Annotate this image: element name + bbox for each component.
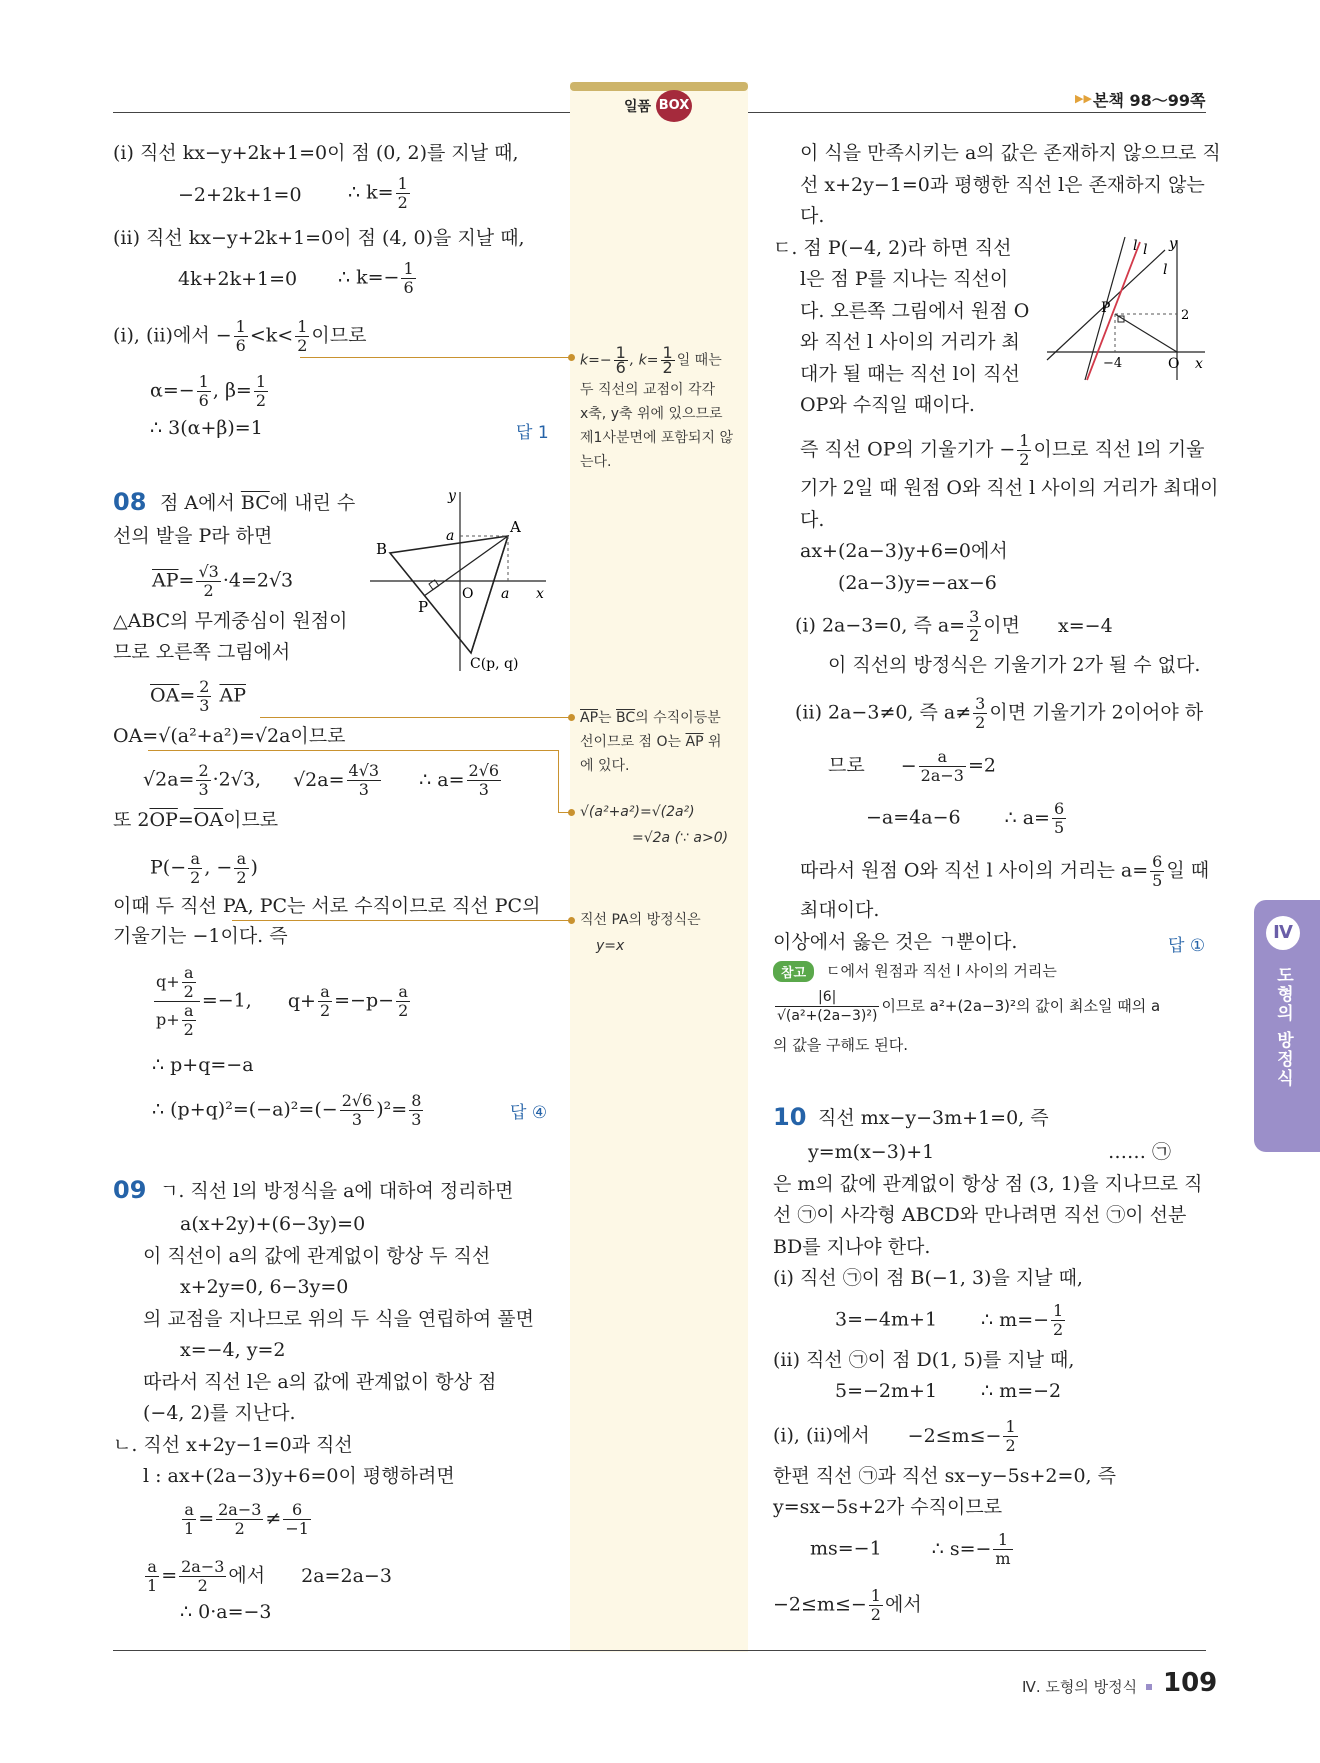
p08-13c: =−p− [334,989,395,1012]
r6: 다. 오른쪽 그림에서 원점 O [800,300,1030,322]
frac-num: 1 [1019,431,1030,450]
p08-9: 또 $2\overline{OP}=\overline{OA}$이므로 [113,809,279,831]
fig-label-l2: l [1143,242,1148,258]
p08-8e: ∴ a= [419,768,465,791]
frac-den: 3 [199,696,210,715]
p09-12b: 에서 [228,1564,266,1587]
frac-den: 2 [975,713,986,732]
p08-13-den: p+ $\frac{a}{2}$ [156,1001,194,1039]
frac-num: 8 [411,1091,422,1110]
r22: 이상에서 옳은 것은 ㄱ뿐이다. [773,931,1018,953]
r19b: ∴ a= [1004,806,1050,829]
frac-num: a [188,850,202,869]
r10b: 이므로 직선 l의 기울 [1033,438,1205,461]
p09-5: 의 교점을 지나므로 위의 두 식을 연립하여 풀면 [143,1308,535,1330]
p08-13b: q+ [287,989,316,1012]
p10-7a: 3=−4m+1 [835,1308,938,1331]
fig-label-a-right: a [501,586,510,602]
fig-label-B: B [376,540,388,558]
frac-den: 2 [662,358,673,377]
p09-11 [180,1501,313,1538]
frac-num: 3 [969,607,980,626]
ref-arrow-icon: ▶▶ [1075,92,1092,105]
r17b: 이면 기울기가 2이어야 하 [989,701,1204,724]
p10-7 [835,1302,1067,1339]
p10-3: 은 m의 값에 관계없이 항상 점 (3, 1)을 지나므로 직 [773,1173,1203,1195]
frac-den: 2 [398,1001,409,1020]
sidebar-note-6: $\overline{AP}$는 $\overline{BC}$의 수직이등분 [580,710,721,726]
frac-den: m [995,1549,1011,1568]
p08-13-num: q+ $\frac{a}{2}$ [154,964,200,1002]
frac-num: a [234,850,248,869]
r7: 와 직선 l 사이의 거리가 최 [800,331,1020,353]
frac-num: a [182,964,196,983]
r18a: 므로 [828,754,865,777]
frac-num: 2 [198,761,209,780]
frac-den: 2 [397,193,408,212]
frac-num: 2a−3 [218,1500,262,1519]
r21: 최대이다. [800,899,880,921]
frac-den: 2 [297,336,308,355]
r15b: 이면 [983,614,1021,637]
frac-den: 6 [198,391,209,410]
p10-11: 한편 직선 ㉠과 직선 sx−y−5s+2=0, 즉 [773,1465,1116,1487]
p08-10 [150,850,258,887]
p08-11: 이때 두 직선 PA, PC는 서로 수직이므로 직선 PC의 [113,895,541,917]
p10-7b: ∴ m=− [981,1308,1050,1331]
frac-num: 1 [662,343,673,362]
fig-label-O: O [462,586,474,602]
r16: 이 직선의 방정식은 기울기가 2가 될 수 없다. [828,654,1201,676]
frac-den: 2 [236,868,247,887]
r5: l은 점 P를 지나는 직선이 [800,268,1009,290]
p08-2: 선의 발을 P라 하면 [113,525,273,547]
p10-1: 직선 mx−y−3m+1=0, 즉 [818,1107,1049,1129]
r12: 다. [800,509,825,531]
p08-10a: P(− [150,856,187,879]
fig-label-A: A [510,518,521,536]
frac-den: 3 [478,780,489,799]
s1b: , k= [629,352,659,369]
frac-num: 1 [615,343,626,362]
connector-dot-3 [568,809,575,816]
frac-den: √(a²+(2a−3)²) [777,1008,878,1024]
fig-label-2: 2 [1181,308,1190,323]
frac-den: 2 [1053,1320,1064,1339]
r11: 기가 2일 때 원점 O와 직선 l 사이의 거리가 최대이 [800,477,1219,499]
p09-12 [143,1558,392,1595]
frac-num: √3 [198,562,219,581]
frac-den: 2 [255,391,267,410]
p10-13 [810,1531,1015,1568]
frac-num: a [182,1002,196,1021]
frac-den: −1 [285,1519,309,1538]
frac-den: 2 [1019,450,1030,469]
frac-num: 1 [397,174,408,193]
sidebar-note-1 [580,343,722,377]
l5c: 이므로 [311,324,367,347]
r14: (2a−3)y=−ax−6 [838,572,997,594]
frac-num: 1 [235,317,246,336]
r2: 선 x+2y−1=0과 평행한 직선 l은 존재하지 않는 [800,174,1205,196]
frac-den: 3 [358,780,369,799]
frac-den: 2 [319,1001,331,1020]
l6 [150,373,270,410]
sidebar-column [570,82,748,1652]
frac-den: 2 [1005,1436,1016,1455]
page-reference: 본책 98～99쪽 [1093,91,1206,110]
frac-num: 1 [1005,1417,1016,1436]
p09-12a: = [161,1564,178,1587]
connector-dot-2 [568,714,575,721]
chapter-tab-roman: Ⅳ [1266,916,1300,950]
connector-3-vertical [558,750,559,812]
fig-label-y: y [448,488,456,504]
p09-6: x=−4, y=2 [180,1339,286,1361]
p08-10c: ) [250,856,258,879]
p08-14: ∴ p+q=−a [152,1054,254,1076]
p09-12c: 2a=2a−3 [301,1564,392,1587]
l4b-text: ∴ k=− [338,266,400,289]
fig-label-C: C(p, q) [470,656,519,672]
frac-num: 6 [1152,852,1163,871]
frac-den: 1 [147,1576,158,1595]
frac-num: a [396,983,410,1002]
figure-08-triangle [368,488,548,673]
r18c: =2 [967,754,996,777]
p08-8a: √2a= [143,768,195,791]
p08-1: 점 A에서 $\overline{BC}$에 내린 수 [160,492,356,514]
chapter-tab-label: 도형의 방정식 [1273,966,1293,1088]
l5a: (ⅰ), (ⅱ)에서 − [113,324,232,347]
connector-dot-1 [568,354,575,361]
frac-num: 1 [1053,1301,1064,1320]
r3: 다. [800,205,825,227]
frac-num: a [318,983,332,1002]
frac-den: 2 [234,1519,245,1538]
answer-08: 답 ④ [510,1103,548,1123]
p09-1: ㄱ. 직선 l의 방정식을 a에 대하여 정리하면 [160,1180,514,1202]
r10 [800,432,1205,469]
p10-14 [773,1587,922,1624]
problem-number-10: 10 [773,1103,807,1131]
p10-13b: ∴ s=− [931,1537,992,1560]
connector-3 [148,750,558,751]
p10-13a: ms=−1 [810,1537,882,1560]
sidebar-note-9: √(a²+a²)=√(2a²) [580,804,695,820]
p10-6: (ⅰ) 직선 ㉠이 점 B(−1, 3)을 지날 때, [773,1267,1083,1289]
fig-label-y: y [1169,236,1177,252]
problem-number-09: 09 [113,1176,147,1204]
p08-8c: √2a= [293,768,345,791]
p09-10: l : ax+(2a−3)y+6=0이 평행하려면 [143,1465,455,1487]
frac-num: 1 [403,259,414,278]
p08-4: △ABC의 무게중심이 원점이 [113,610,348,632]
frac-num: 1 [255,372,267,391]
p10-9 [835,1378,1061,1404]
l2a: −2+2k+1=0 [178,184,302,206]
r1: 이 식을 만족시키는 a의 값은 존재하지 않으므로 직 [800,142,1221,164]
p08-10b: , − [204,856,233,879]
fig-label-a-top: a [446,528,455,544]
triangle-abc [390,536,508,653]
frac-den: 2 [870,1605,881,1624]
fig-label-x: x [1195,356,1203,372]
p09-11a: = [198,1507,215,1530]
l4b [338,260,418,297]
frac-num: 3 [975,694,986,713]
sidebar-note-11: 직선 PA의 방정식은 [580,912,701,928]
footer-dot [1146,1684,1152,1690]
sidebar-note-7: 선이므로 점 O는 $\overline{AP}$ 위 [580,734,722,750]
frac-den: 3 [351,1110,363,1129]
s1c: 일 때는 [676,352,722,369]
p08-7: OA=√(a²+a²)=√2a이므로 [113,725,346,747]
l6a: α=− [150,379,195,402]
fig-label-P: P [1101,300,1111,316]
footer-rule [113,1650,1206,1651]
frac-den: 5 [1053,818,1065,837]
frac-num: |6| [775,988,879,1007]
p10-14a: −2≤m≤− [773,1593,867,1616]
l2b-text: ∴ k= [348,181,394,204]
p08-8b: ·2√3, [212,768,262,791]
p10-12: y=sx−5s+2가 수직이므로 [773,1496,1003,1518]
p10-10a: (ⅰ), (ⅱ)에서 [773,1424,870,1447]
p09-11b: ≠ [265,1507,282,1530]
fig-label-minus4: −4 [1103,356,1123,371]
note-2b: 이므로 a²+(2a−3)²의 값이 최소일 때의 a [881,997,1161,1015]
sidebar-note-8: 에 있다. [580,758,630,774]
p09-7: 따라서 직선 l은 a의 값에 관계없이 항상 점 [143,1371,497,1393]
p08-13 [152,964,412,1039]
r17 [795,695,1203,732]
p10-10b: −2≤m≤− [907,1424,1002,1447]
p08-13a: =−1, [201,989,252,1012]
l5 [113,318,366,355]
frac-den: 3 [411,1110,422,1129]
answer-09: 답 ① [1168,936,1206,956]
frac-den: 2a−3 [920,766,964,785]
frac-den: 5 [1152,871,1163,890]
frac-num: 2a−3 [181,1557,225,1576]
frac-num: 1 [870,1586,881,1605]
p09-13: ∴ 0·a=−3 [180,1601,272,1623]
p10-2b: …… ㉠ [1108,1141,1172,1163]
frac-num: 6 [283,1501,311,1520]
frac-num: a [145,1558,159,1577]
p09-8: (−4, 2)를 지난다. [143,1402,296,1424]
frac-den: 2 [183,982,194,1001]
frac-den: 3 [198,780,209,799]
p10-2: y=m(x−3)+1 [808,1141,935,1163]
frac-den: 2 [190,868,201,887]
frac-den: 2 [197,1576,208,1595]
frac-den: 6 [235,336,246,355]
p08-5: 므로 오른쪽 그림에서 [113,641,291,663]
p09-4: x+2y=0, 6−3y=0 [180,1276,349,1298]
footer-chapter: Ⅳ. 도형의 방정식 [1022,1678,1138,1696]
frac-num: 1 [297,317,308,336]
s1a: k=− [580,352,612,369]
frac-num: 2√6 [468,761,500,780]
r4: ㄷ. 점 P(−4, 2)라 하면 직선 [773,237,1012,259]
p10-10 [773,1418,1020,1455]
note-1: ㄷ에서 원점과 직선 l 사이의 거리는 [826,962,1057,980]
fig-label-x: x [536,586,544,602]
r8: 대가 될 때는 직선 l이 직선 [800,363,1020,385]
p08-15a: ∴ (p+q)²=(−a)²=(− [152,1098,338,1121]
r9: OP와 수직일 때이다. [800,394,975,416]
figure-09-lines [1045,232,1210,382]
connector-4 [232,920,572,921]
problem-number-08: 08 [113,488,147,516]
sidebar-top-bar [570,82,748,91]
connector-2 [260,717,572,718]
box-badge: BOX [656,90,692,122]
frac-den: 2 [203,581,214,600]
frac-den: 1 [184,1519,195,1538]
r15a: (ⅰ) 2a−3=0, 즉 a= [795,614,966,637]
p08-15 [152,1092,425,1129]
frac-num: 6 [1053,799,1065,818]
l3: (ⅱ) 직선 kx−y+2k+1=0이 점 (4, 0)을 지날 때, [113,227,525,249]
frac-den: 2 [969,626,980,645]
r15c: x=−4 [1058,614,1113,637]
r15 [795,608,1113,645]
p10-4: 선 ㉠이 사각형 ABCD와 만나려면 직선 ㉠이 선분 [773,1204,1187,1226]
note-tag: 참고 [773,961,814,982]
p09-2: a(x+2y)+(6−3y)=0 [180,1213,366,1235]
fig-label-l1: l [1133,238,1138,254]
l1: (ⅰ) 직선 kx−y+2k+1=0이 점 (0, 2)를 지날 때, [113,142,519,164]
p10-9b: ∴ m=−2 [981,1380,1062,1402]
sidebar-note-12: y=x [596,938,625,954]
sidebar-note-3: x축, y축 위에 있으므로 [580,406,723,422]
p08-12: 기울기는 −1이다. 즉 [113,925,288,947]
sidebar-note-2: 두 직선의 교점이 각각 [580,382,716,398]
box-prefix: 일품 [624,99,652,115]
p08-6: $\overline{OA}=$ $\frac{2}{3}$ $\overline{AP}$ [150,677,246,715]
p08-3b: ·4=2√3 [222,569,294,592]
p08-15b: )²= [376,1098,408,1121]
sidebar-note-5: 는다. [580,454,612,470]
frac-num: a [919,748,966,767]
p10-8: (ⅱ) 직선 ㉠이 점 D(1, 5)를 지날 때, [773,1349,1075,1371]
connector-dot-4 [568,917,575,924]
l6b: , β= [212,379,252,402]
note-2 [773,988,1160,1025]
l5b: <k< [249,324,294,347]
r10a: 즉 직선 OP의 기울기가 − [800,438,1016,461]
sidebar-note-10: =√2a (∵ a>0) [632,830,729,846]
frac-num: 4√3 [348,761,380,780]
p08-3: $\overline{AP}=$ $\frac{√3}{2}$ ·4=2√3 [152,562,294,600]
l4a: 4k+2k+1=0 [178,268,298,290]
r17a: (ⅱ) 2a−3≠0, 즉 a≠ [795,701,972,724]
p10-14b: 에서 [884,1593,922,1616]
r20a: 따라서 원점 O와 직선 l 사이의 거리는 a= [800,859,1149,882]
note-3: 의 값을 구해도 된다. [773,1036,908,1054]
frac-num: 2 [199,677,210,696]
fig-label-P: P [418,598,429,616]
connector-1 [300,357,572,358]
frac-den: 6 [615,358,626,377]
p10-5: BD를 지나야 한다. [773,1236,931,1258]
r18b: − [900,754,917,777]
fig-label-O: O [1168,356,1180,372]
fig-label-l3: l [1163,262,1168,278]
r19 [866,800,1068,837]
p08-13-big-frac [154,964,200,1039]
frac-den: 6 [403,278,414,297]
p08-8 [143,762,503,799]
frac-num: a [182,1501,196,1520]
r19a: −a=4a−6 [866,806,961,829]
p10-9a: 5=−2m+1 [835,1380,938,1402]
l2b [348,175,412,212]
r20 [800,853,1209,890]
frac-den: 2 [183,1020,194,1039]
r18 [828,748,996,785]
r20b: 일 때 [1166,859,1210,882]
r13: ax+(2a−3)y+6=0에서 [800,540,1008,562]
page-number: 109 [1163,1668,1218,1698]
sidebar-note-4: 제1사분면에 포함되지 않 [580,430,734,446]
p09-3: 이 직선이 a의 값에 관계없이 항상 두 직선 [143,1245,491,1267]
frac-num: 1 [198,372,209,391]
frac-num: 2√6 [341,1091,373,1110]
answer-07: 답 1 [516,423,549,443]
l7: ∴ 3(α+β)=1 [150,417,263,439]
frac-num: 1 [993,1531,1012,1550]
p09-9: ㄴ. 직선 x+2y−1=0과 직선 [113,1434,353,1456]
